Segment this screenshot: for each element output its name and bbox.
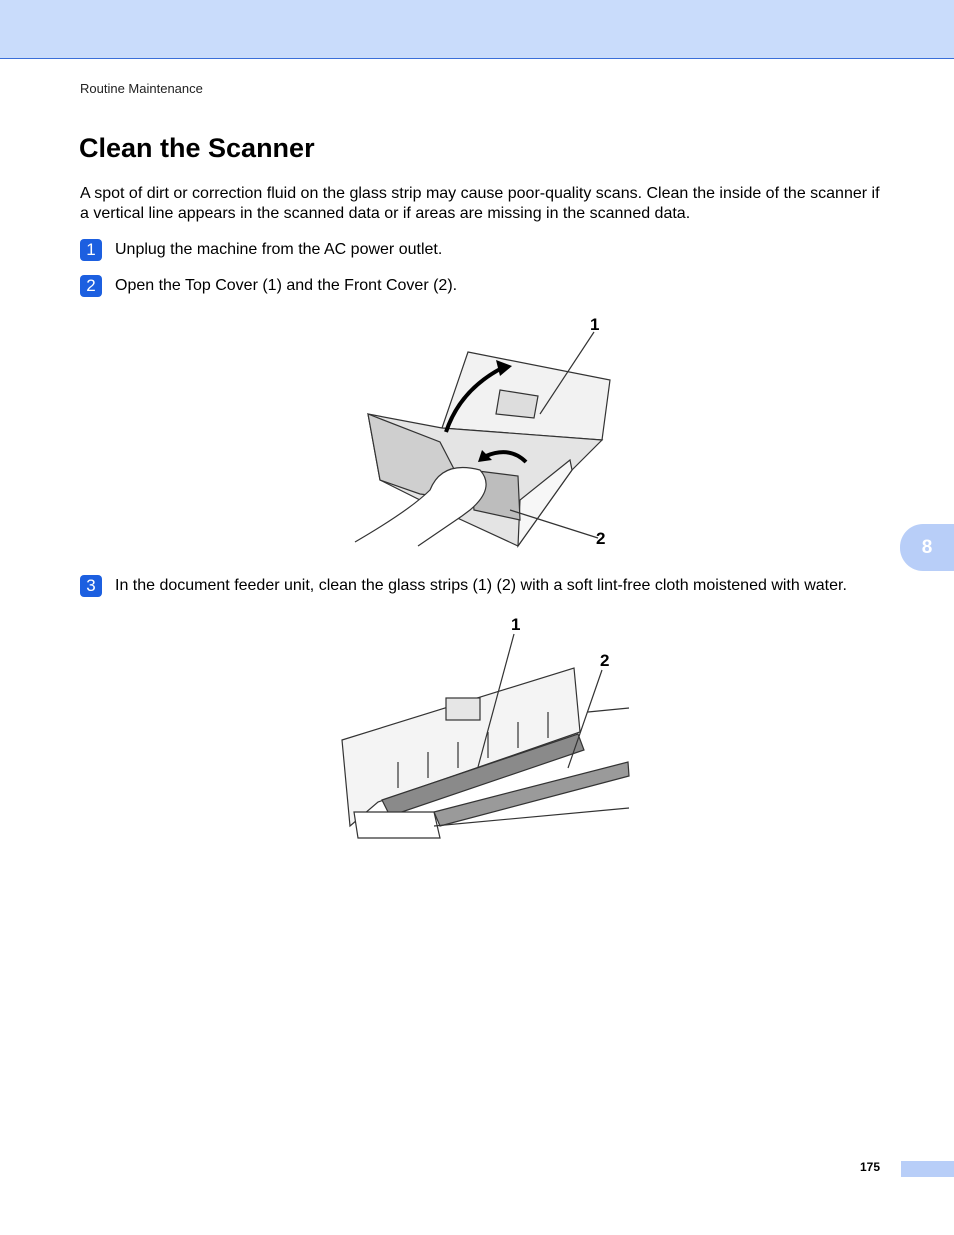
header-band	[0, 0, 954, 59]
figure1-callout-1: 1	[590, 315, 600, 334]
step-2	[80, 275, 457, 297]
step-3	[80, 575, 847, 597]
step-number-badge: 2	[80, 275, 102, 297]
figure1-callout-2: 2	[596, 529, 606, 548]
step-1	[80, 239, 442, 261]
step-text: Open the Top Cover (1) and the Front Cover (2).	[115, 277, 458, 294]
chapter-tab: 8	[900, 524, 954, 571]
footer-bar	[901, 1161, 954, 1177]
page-title: Clean the Scanner	[79, 133, 315, 163]
figure2-callout-2: 2	[600, 651, 610, 670]
intro-paragraph: A spot of dirt or correction fluid on the glass strip may cause poor-quality scans. Clean the inside of the scanner if a vertical line appears in the scanned data or if areas are missing in the scanned data.	[80, 185, 880, 222]
step-number-badge: 1	[80, 239, 102, 261]
figure2-callout-1: 1	[511, 615, 521, 634]
glass-strips-illustration	[338, 612, 633, 842]
page-number: 175	[860, 1160, 881, 1174]
step-text: Unplug the machine from the AC power outlet.	[115, 241, 443, 258]
step-text: In the document feeder unit, clean the glass strips (1) (2) with a soft lint-free cloth moistened with water.	[115, 577, 847, 594]
running-header: Routine Maintenance	[80, 81, 203, 96]
scanner-covers-open-illustration	[350, 310, 620, 550]
step-number-badge: 3	[80, 575, 102, 597]
